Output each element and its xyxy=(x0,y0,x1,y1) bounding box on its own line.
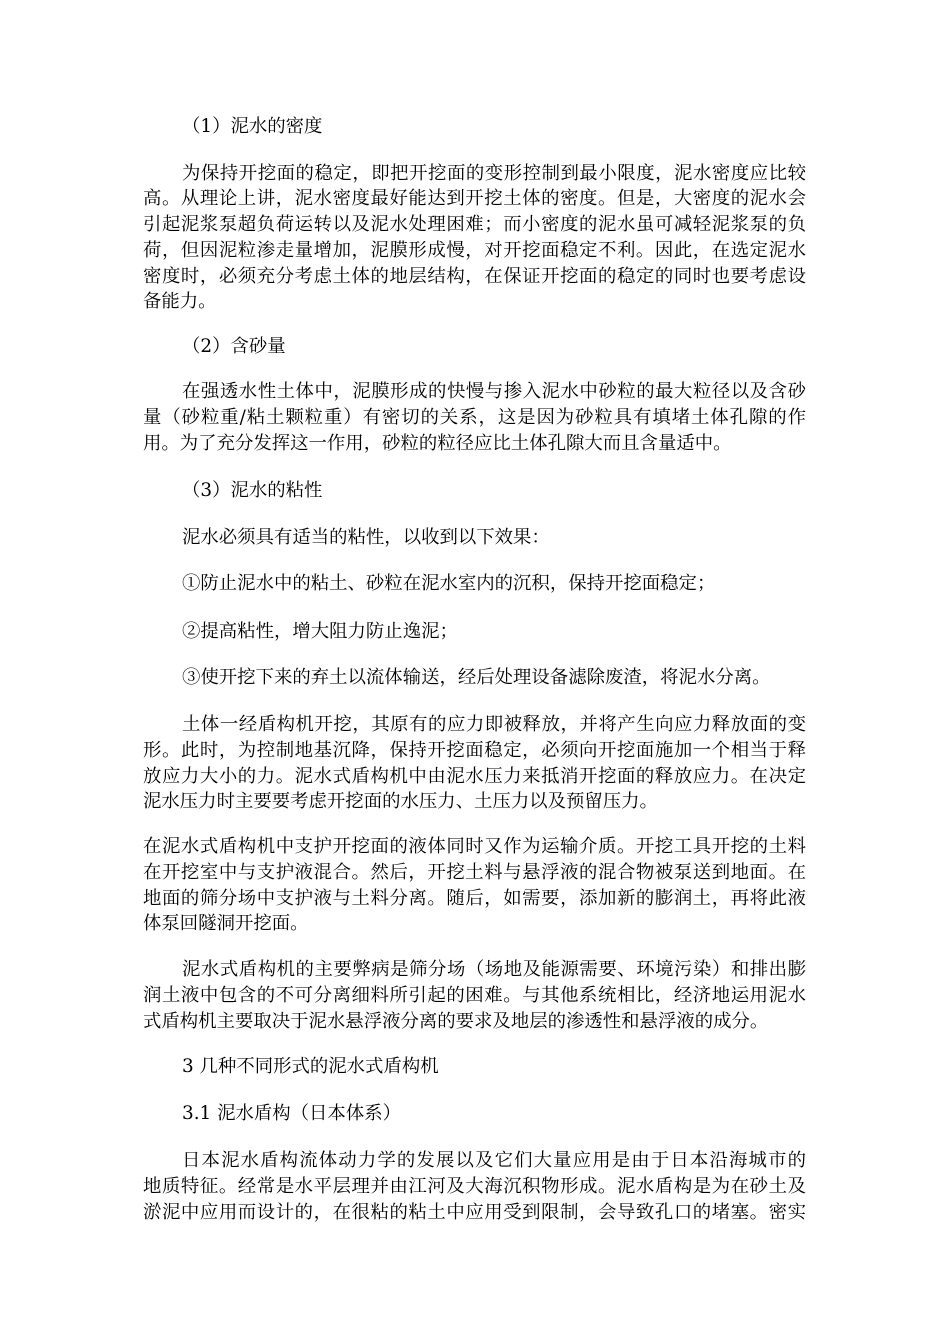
paragraph-pressure-line-1: 土体一经盾构机开挖，其原有的应力即被释放，并将产生向应力释放面的变 xyxy=(182,714,806,735)
paragraph-pressure-line-3: 放应力大小的力。泥水式盾构机中由泥水压力来抵消开挖面的释放应力。在决定 xyxy=(143,766,806,787)
paragraph-pressure-line-2: 形。此时，为控制地基沉降，保持开挖面稳定，必须向开挖面施加一个相当于释 xyxy=(143,740,806,761)
effect-item-3: ③使开挖下来的弃土以流体输送，经后处理设备滤除废渣，将泥水分离。 xyxy=(182,667,771,688)
paragraph-drawbacks-line-2: 润土液中包含的不可分离细料所引起的困难。与其他系统相比，经济地运用泥水 xyxy=(143,985,806,1006)
section-heading-3: 3 几种不同形式的泥水式盾构机 xyxy=(182,1056,439,1077)
paragraph-density-line-6: 备能力。 xyxy=(143,291,217,312)
paragraph-sand-line-2: 量（砂粒重/粘土颗粒重）有密切的关系，这是因为砂粒具有填堵土体孔隙的作 xyxy=(143,407,806,428)
paragraph-viscosity-intro: 泥水必须具有适当的粘性，以收到以下效果： xyxy=(182,527,550,548)
paragraph-medium-line-3: 地面的筛分场中支护液与土料分离。随后，如需要，添加新的膨润土，再将此液 xyxy=(143,888,806,909)
paragraph-drawbacks-line-3: 式盾构机主要取决于泥水悬浮液分离的要求及地层的渗透性和悬浮液的成分。 xyxy=(143,1011,769,1032)
paragraph-density-line-3: 引起泥浆泵超负荷运转以及泥水处理困难；而小密度的泥水虽可减轻泥浆泵的负 xyxy=(143,214,806,235)
effect-item-1: ①防止泥水中的粘土、砂粒在泥水室内的沉积，保持开挖面稳定； xyxy=(182,573,716,594)
paragraph-pressure-line-4: 泥水压力时主要要考虑开挖面的水压力、土压力以及预留压力。 xyxy=(143,791,658,812)
paragraph-japan-line-2: 地质特征。经常是水平层理并由江河及大海沉积物形成。泥水盾构是为在砂土及 xyxy=(143,1176,806,1197)
paragraph-japan-line-3: 淤泥中应用而设计的，在很粘的粘土中应用受到限制，会导致孔口的堵塞。密实 xyxy=(143,1202,806,1223)
heading-density: （1）泥水的密度 xyxy=(182,116,323,137)
paragraph-density-line-5: 密度时，必须充分考虑土体的地层结构，在保证开挖面的稳定的同时也要考虑设 xyxy=(143,266,806,287)
section-heading-3-1: 3.1 泥水盾构（日本体系） xyxy=(182,1103,401,1124)
paragraph-density-line-1: 为保持开挖面的稳定，即把开挖面的变形控制到最小限度，泥水密度应比较 xyxy=(182,163,806,184)
paragraph-japan-line-1: 日本泥水盾构流体动力学的发展以及它们大量应用是由于日本沿海城市的 xyxy=(182,1150,806,1171)
paragraph-sand-line-3: 用。为了充分发挥这一作用，砂粒的粒径应比土体孔隙大而且含量适中。 xyxy=(143,433,732,454)
paragraph-drawbacks-line-1: 泥水式盾构机的主要弊病是筛分场（场地及能源需要、环境污染）和排出膨 xyxy=(182,959,806,980)
paragraph-medium-line-4: 体泵回隧洞开挖面。 xyxy=(143,913,309,934)
heading-viscosity: （3）泥水的粘性 xyxy=(182,480,323,501)
paragraph-sand-line-1: 在强透水性土体中，泥膜形成的快慢与掺入泥水中砂粒的最大粒径以及含砂 xyxy=(182,381,806,402)
heading-sand: （2）含砂量 xyxy=(182,336,286,357)
paragraph-density-line-4: 荷，但因泥粒渗走量增加，泥膜形成慢，对开挖面稳定不利。因此，在选定泥水 xyxy=(143,240,806,261)
paragraph-density-line-2: 高。从理论上讲，泥水密度最好能达到开挖土体的密度。但是，大密度的泥水会 xyxy=(143,188,806,209)
paragraph-medium-line-1: 在泥水式盾构机中支护开挖面的液体同时又作为运输介质。开挖工具开挖的土料 xyxy=(143,836,806,857)
effect-item-2: ②提高粘性，增大阻力防止逸泥； xyxy=(182,621,458,642)
paragraph-medium-line-2: 在开挖室中与支护液混合。然后，开挖土料与悬浮液的混合物被泵送到地面。在 xyxy=(143,862,806,883)
